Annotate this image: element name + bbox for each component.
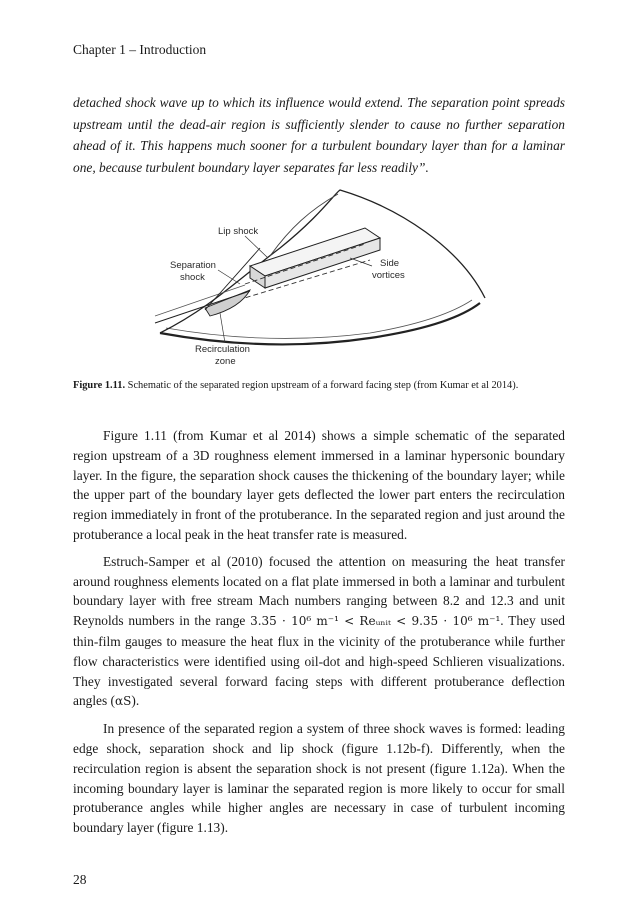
alpha-symbol: αS (115, 694, 132, 709)
p2-part1: Estruch-Samper et al (2010) focused the attention on measuring the heat transfer around roughness elements located on a flat plate immersed in both a laminar and turbulent boundary layer with free stream Mach numbers ranging between 8.2 and 12.3 and unit Reynolds numbers in the range (73, 553, 565, 629)
paragraph-2 (73, 552, 565, 712)
caption-text: Schematic of the separated region upstream of a forward facing step (from Kumar et al 2014). (125, 380, 519, 391)
boundary-layer-1 (155, 291, 250, 323)
p2-part2: . They used thin-film gauges to measure the heat flux in the vicinity of the protuberance while further flow characteristics were identified using oil-dot and high-speed Schlieren visualizations. They investigated several forward facing steps with different protuberance deflection angles ( (73, 613, 565, 709)
leader-recirculation (220, 313, 225, 343)
body-text (73, 426, 565, 845)
leader-lip-shock (245, 236, 268, 258)
schematic-figure (150, 188, 490, 368)
label-side-2: vortices (372, 270, 405, 281)
leader-separation (218, 270, 240, 284)
caption-label: Figure 1.11. (73, 380, 126, 391)
label-separation-1: Separation (170, 260, 216, 271)
quote-text: detached shock wave up to which its influence would extend. The separation point spreads upstream until the dead-air region is sufficiently slender to cause no further separation ahead of it. This happens much sooner for a turbulent boundary layer than for a laminar one, because turbulent boundary layer separates far less readily”. (73, 95, 565, 175)
label-recirculation-1: Recirculation (195, 344, 250, 355)
label-separation-2: shock (180, 272, 205, 283)
paragraph-1: Figure 1.11 (from Kumar et al 2014) shows a simple schematic of the separated region upstream of a 3D roughness element immersed in a laminar hypersonic boundary layer. In the figure, the separation shock causes the thickening of the boundary layer; while the upper part of the boundary layer gets deflected the lower part enters the recirculation region immediately in front of the protuberance. In the separated region and just around the protuberance a local peak in the heat transfer rate is measured. (73, 428, 565, 542)
label-side-1: Side (380, 258, 400, 269)
step-block (250, 228, 380, 288)
label-lip-shock: Lip shock (218, 226, 259, 237)
figure-svg (150, 188, 490, 368)
quote-block (73, 92, 565, 178)
chapter-header: Chapter 1 – Introduction (73, 42, 207, 57)
reynolds-range: 3.35 · 10⁶ m⁻¹ < Reᵤₙᵢₜ < 9.35 · 10⁶ m⁻¹ (250, 614, 501, 629)
paragraph-3: In presence of the separated region a system of three shock waves is formed: leading edge shock, separation shock and lip shock (figure 1.12b-f). Differently, when the recirculation region is absent the separation shock is not present (figure 1.12a). When the incoming boundary layer is laminar the separated region is more likely to occur for small protuberance angles while higher angles are necessary in case of turbulent incoming boundary layer (figure 1.13). (73, 721, 565, 836)
p2-part3: ). (131, 693, 140, 709)
figure-caption (73, 379, 565, 393)
label-recirculation-2: zone (215, 356, 236, 367)
page-number: 28 (73, 872, 87, 887)
